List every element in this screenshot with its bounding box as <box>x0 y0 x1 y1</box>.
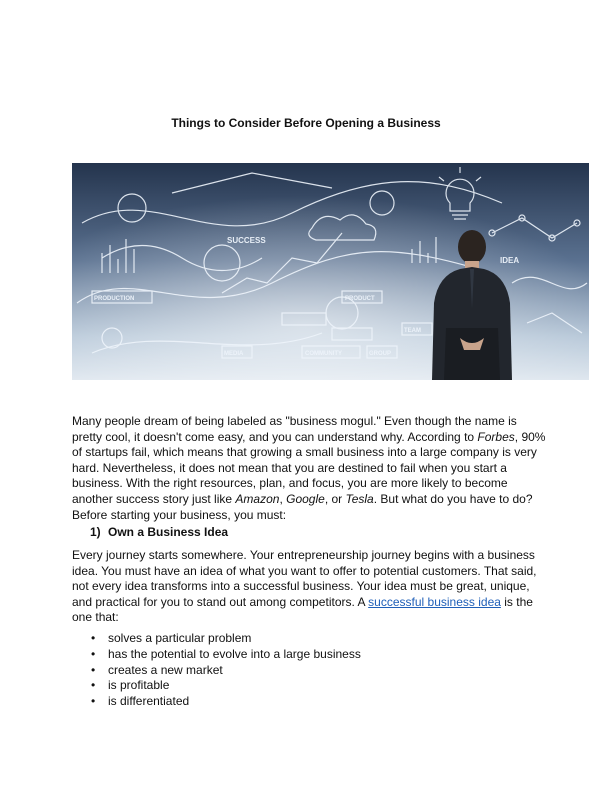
section-paragraph <box>72 548 546 626</box>
section-text-2: is the one that: <box>72 594 533 625</box>
list-item: • is differentiated <box>91 694 190 709</box>
forbes-italic: Forbes <box>477 429 515 444</box>
section-text-1: Every journey starts somewhere. Your entrepreneurship journey begins with a business idea. You must have an idea of what you want to offer to potential customers. That said, not every idea transforms into a successful business. Your idea must be great, unique, and practical for you to stand out among competitors. A <box>72 548 537 609</box>
successful-business-idea-link[interactable]: successful business idea <box>368 594 501 609</box>
hero-label-production: PRODUCTION <box>94 296 135 302</box>
bullet-icon: • <box>91 662 96 677</box>
bullet-icon: • <box>91 678 96 693</box>
hero-label-community: COMMUNITY <box>305 351 342 357</box>
intro-text-3: . But what do you have to do? Before starting your business, you must: <box>72 491 533 522</box>
tesla-italic: Tesla <box>345 491 374 506</box>
section-number: 1) <box>90 525 101 539</box>
section-heading <box>90 525 228 539</box>
hero-image <box>72 163 589 380</box>
hero-label-team: TEAM <box>404 328 421 334</box>
bullet-icon: • <box>91 631 96 645</box>
hero-label-group: GROUP <box>369 351 392 357</box>
idea-criteria-list <box>72 631 546 710</box>
intro-paragraph <box>72 414 546 523</box>
hero-label-idea: IDEA <box>500 256 520 265</box>
intro-text-2: , 90% of startups fail, which means that growing a small business into a large company is very hard. Nevertheless, it does not mean that you are destined to fail when you start a business. With the right resources, plan, and focus, you are more likely to become another success story just like <box>72 429 546 506</box>
google-italic: Google <box>286 491 325 506</box>
bullet-icon: • <box>91 646 96 661</box>
intro-sep-2: , or <box>324 491 346 506</box>
amazon-italic: Amazon <box>235 491 280 506</box>
intro-text-1: Many people dream of being labeled as "business mogul." Even though the name is pretty cool, it doesn't come easy, and you can understand why. According to <box>72 414 517 444</box>
document-title: Things to Consider Before Opening a Business <box>171 116 441 130</box>
hero-label-success: SUCCESS <box>227 236 266 245</box>
section-heading-text: Own a Business Idea <box>108 525 229 539</box>
list-item: • is profitable <box>91 678 170 693</box>
intro-sep-1: , <box>279 491 287 506</box>
hero-label-product: PRODUCT <box>345 296 375 302</box>
list-item: • solves a particular problem <box>91 631 252 645</box>
list-item: • creates a new market <box>91 662 223 677</box>
bullet-icon: • <box>91 694 96 709</box>
list-item: • has the potential to evolve into a large business <box>91 646 361 661</box>
hero-label-media: MEDIA <box>224 351 244 357</box>
